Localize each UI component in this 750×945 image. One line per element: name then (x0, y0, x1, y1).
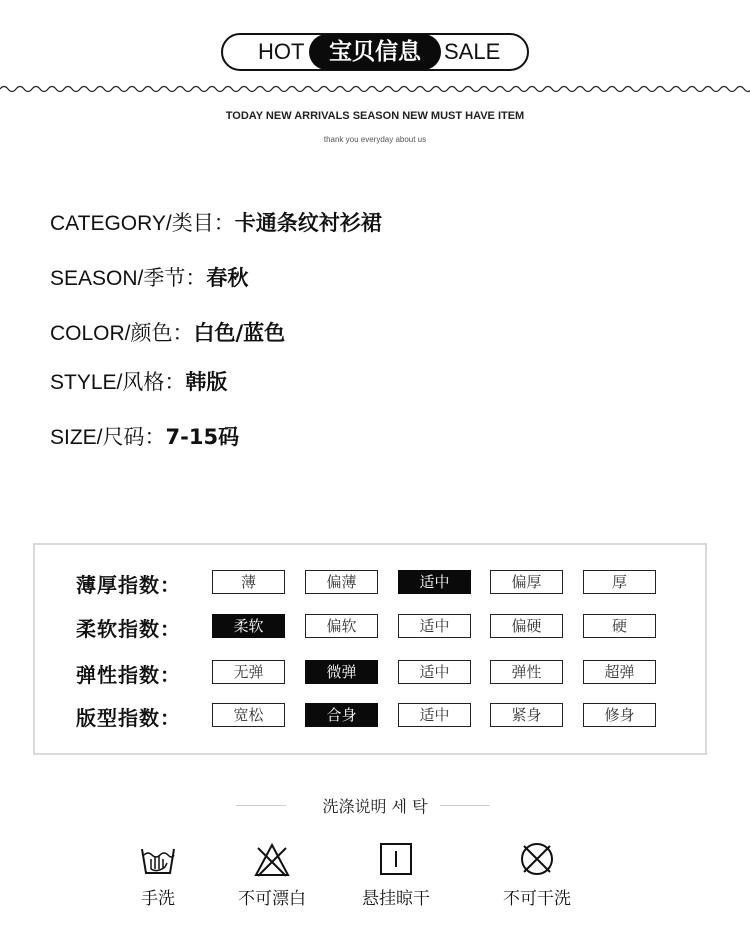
wave-divider (0, 82, 750, 96)
wash-caption: 悬挂晾干 (362, 889, 430, 909)
index-option: 厚 (583, 570, 656, 594)
index-option: 柔软 (212, 614, 285, 638)
info-label: STYLE/风格： (50, 371, 186, 394)
index-option: 修身 (583, 703, 656, 727)
info-label: COLOR/颜色： (50, 322, 194, 345)
wash-caption: 手洗 (141, 889, 175, 909)
wash-caption: 不可干洗 (503, 889, 571, 909)
info-label: CATEGORY/类目： (50, 212, 235, 235)
index-option: 薄 (212, 570, 285, 594)
index-option: 适中 (398, 660, 471, 684)
hand-wash-icon (140, 843, 176, 877)
info-label: SEASON/季节： (50, 267, 207, 290)
info-value: 韩版 (185, 370, 228, 394)
header-hot: HOT (258, 39, 305, 64)
info-row-style (50, 366, 227, 396)
info-row-season (50, 262, 248, 292)
wash-caption: 不可漂白 (238, 889, 306, 909)
index-label: 薄厚指数： (76, 573, 181, 597)
info-value: 7-15码 (165, 425, 240, 449)
index-option: 适中 (398, 614, 471, 638)
hang-dry-icon (379, 842, 413, 876)
info-row-category (50, 207, 382, 237)
index-option: 宽松 (212, 703, 285, 727)
index-label: 版型指数： (76, 706, 181, 730)
index-option: 微弹 (305, 660, 378, 684)
info-value: 春秋 (206, 266, 249, 290)
index-option: 紧身 (490, 703, 563, 727)
index-option: 偏硬 (490, 614, 563, 638)
index-option: 无弹 (212, 660, 285, 684)
index-option: 超弹 (583, 660, 656, 684)
no-bleach-icon (254, 842, 290, 878)
info-label: SIZE/尺码： (50, 426, 166, 449)
index-label: 弹性指数： (76, 663, 181, 687)
info-value: 白色/蓝色 (193, 321, 286, 345)
index-option: 偏薄 (305, 570, 378, 594)
header-sale: SALE (444, 39, 501, 64)
index-option: 合身 (305, 703, 378, 727)
no-dry-clean-icon (519, 841, 555, 877)
tagline: TODAY NEW ARRIVALS SEASON NEW MUST HAVE ITEM (225, 110, 525, 122)
index-option: 偏厚 (490, 570, 563, 594)
info-row-color (50, 317, 285, 347)
index-option: 偏软 (305, 614, 378, 638)
index-option: 硬 (583, 614, 656, 638)
index-option: 弹性 (490, 660, 563, 684)
index-option: 适中 (398, 703, 471, 727)
header-title: 宝贝信息 (309, 34, 441, 70)
index-option: 适中 (398, 570, 471, 594)
sub-tagline: thank you everyday about us (323, 135, 427, 144)
info-row-size (50, 421, 239, 451)
info-value: 卡通条纹衬衫裙 (234, 211, 382, 235)
washing-title: 洗涤说明 세 탁 (322, 797, 428, 816)
index-label: 柔软指数： (76, 617, 181, 641)
